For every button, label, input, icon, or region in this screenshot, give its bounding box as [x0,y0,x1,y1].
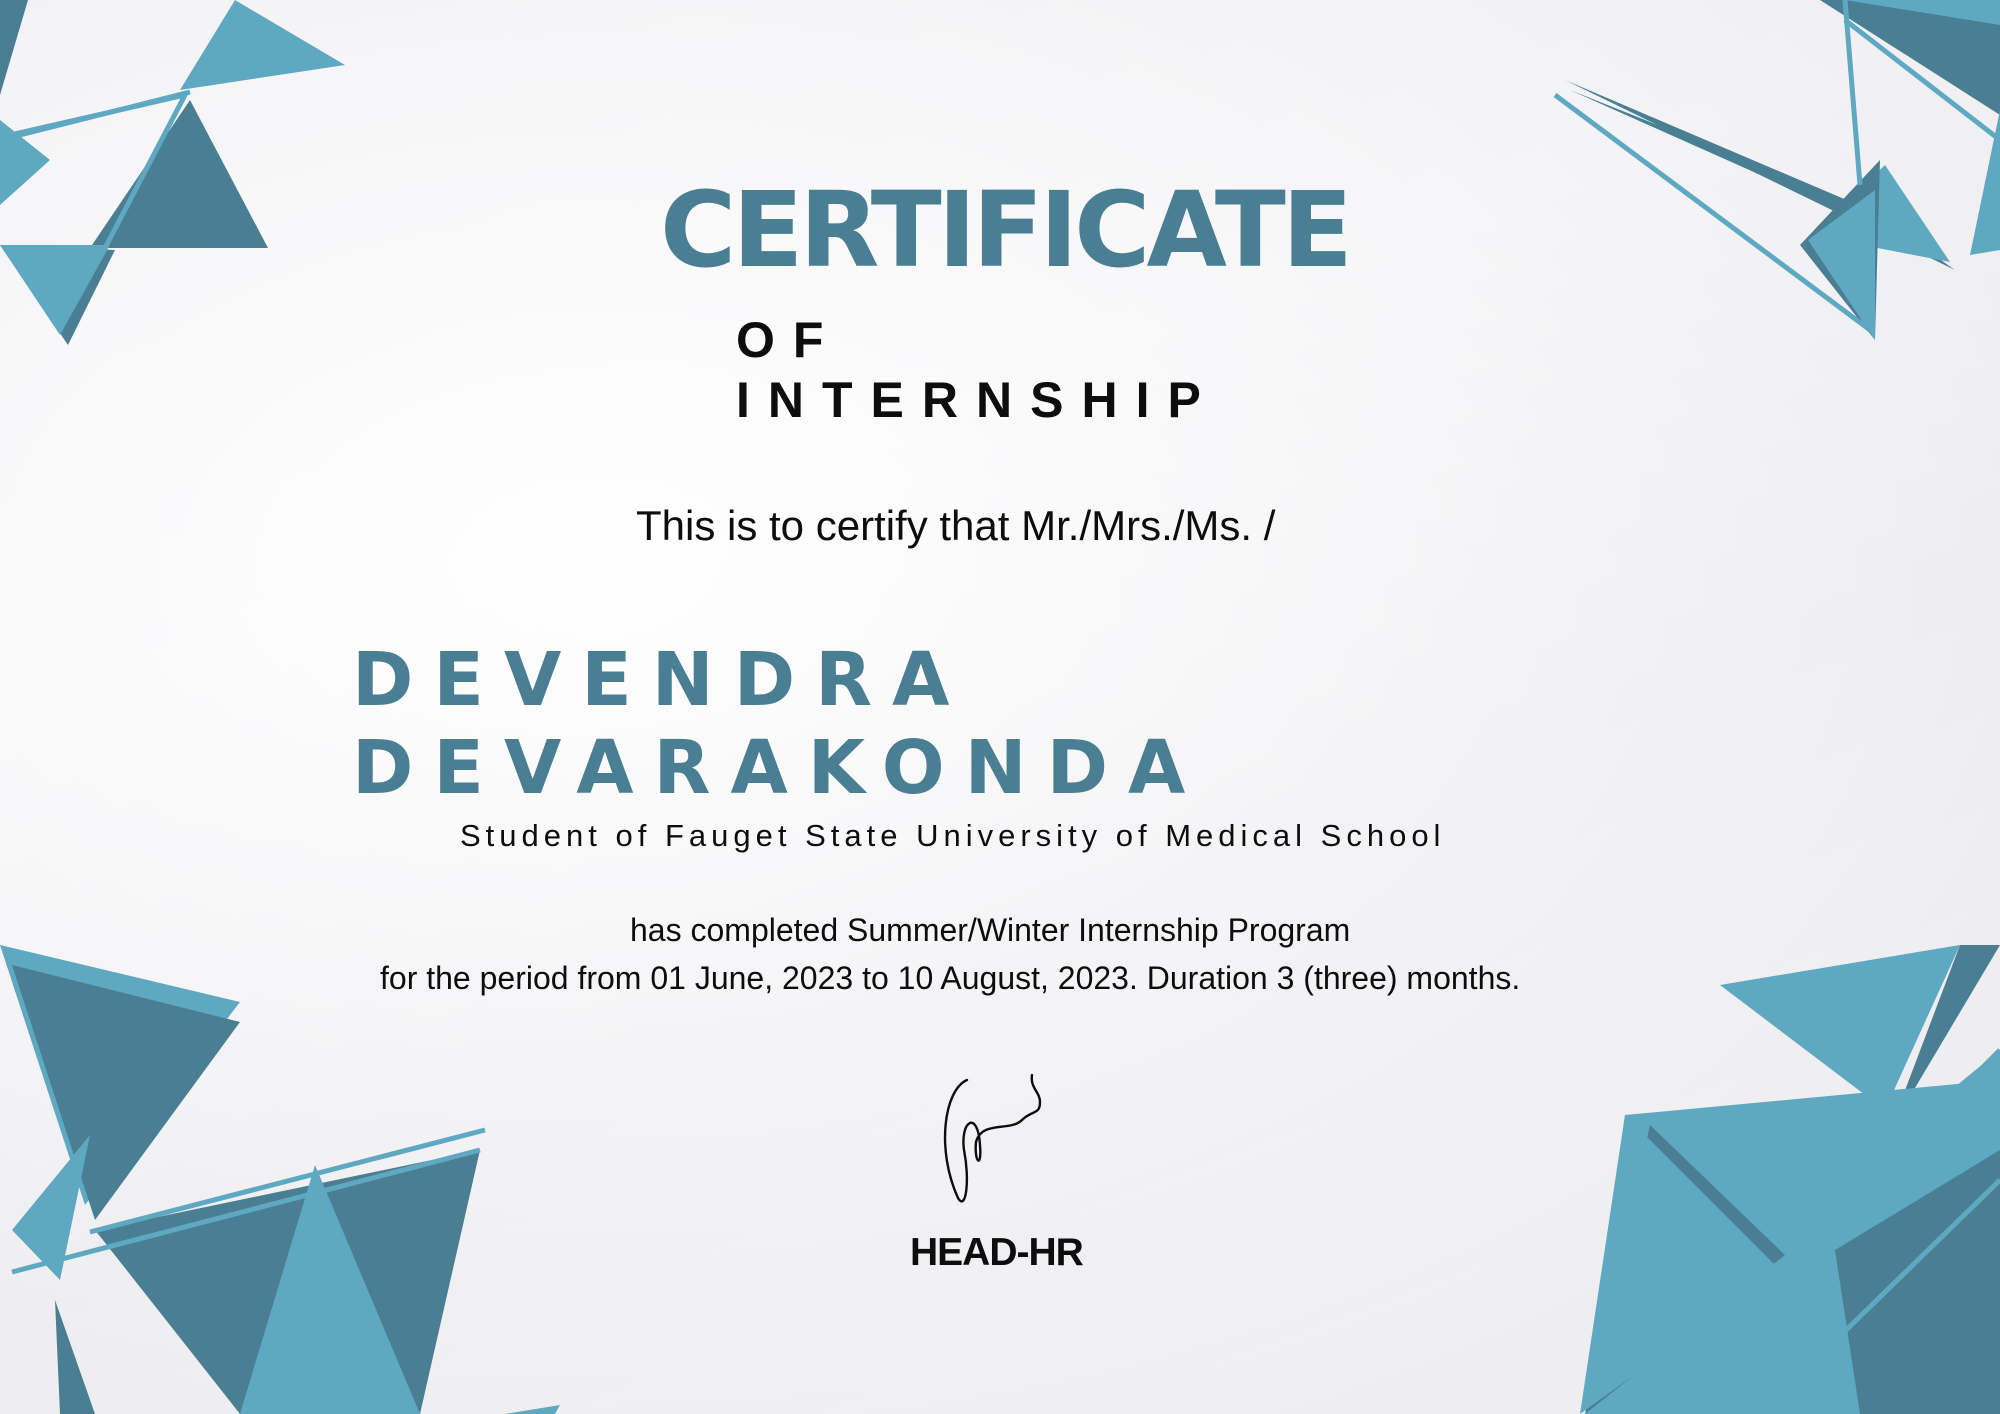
student-line: Student of Fauget State University of Medical School [460,818,1446,853]
bottom-right-triangles [1580,945,2000,1414]
signatory-role: HEAD-HR [910,1231,1083,1274]
bl-triangle-6 [55,1300,95,1414]
bottom-left-triangles [0,945,560,1414]
tr-triangle-2 [1570,90,1870,215]
bl-triangle-7 [505,1405,560,1414]
top-left-triangles [0,0,345,345]
br-triangle-1 [1720,945,1960,1110]
tr-line-1 [1555,95,1870,330]
tl-line-2 [0,92,190,140]
certify-line: This is to certify that Mr./Mrs./Ms. / [636,502,1276,549]
tl-triangle-1 [180,0,345,90]
tl-triangle-6 [0,0,28,95]
top-right-triangles [1555,0,2000,340]
recipient-name: DEVENDRA DEVARAKONDA [352,637,1206,811]
signature-mark [930,1070,1080,1210]
period-line: for the period from 01 June, 2023 to 10 August, 2023. Duration 3 (three) months. [380,960,1521,996]
bl-triangle-3 [12,1135,90,1280]
tr-triangle-8 [1970,110,2000,255]
signature-stroke [945,1075,1040,1201]
completion-line: has completed Summer/Winter Internship Program [630,912,1351,948]
certificate-title: CERTIFICATE [660,169,1349,291]
certificate-subtitle: OF INTERNSHIP [736,312,1219,428]
